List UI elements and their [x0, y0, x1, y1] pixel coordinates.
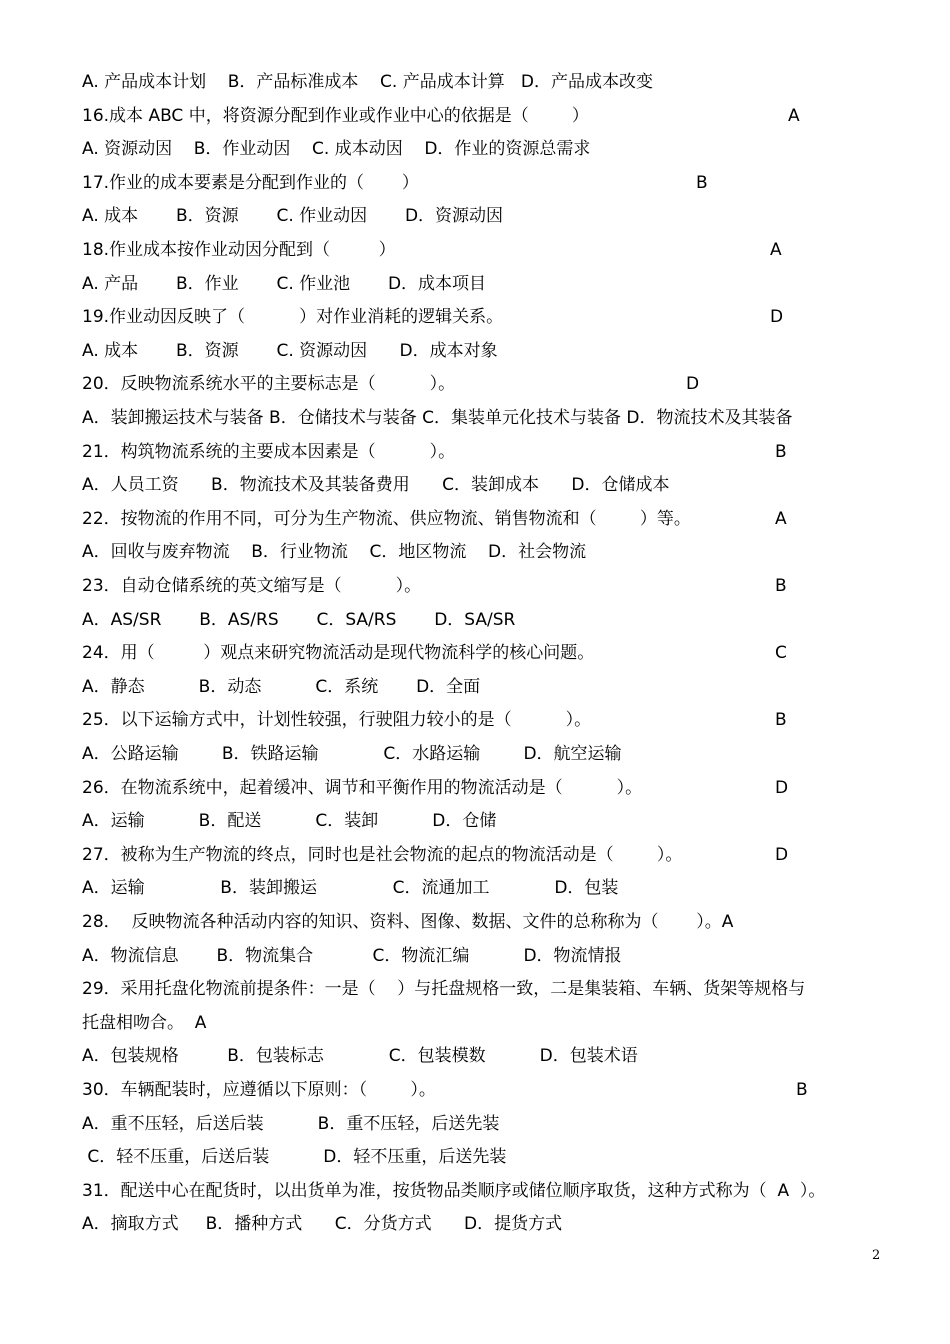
- text-line: 21．构筑物流系统的主要成本因素是（ ）。: [82, 441, 456, 462]
- text-line: 托盘相吻合。 A: [82, 1012, 207, 1033]
- text-line: A．公路运输 B．铁路运输 C．水路运输 D．航空运输: [82, 744, 622, 764]
- answer-key: A: [788, 105, 800, 126]
- text-line: 28． 反映物流各种活动内容的知识、资料、图像、数据、文件的总称称为（ ）。A: [82, 912, 734, 932]
- text-line: A．静态 B．动态 C．系统 D．全面: [82, 676, 481, 697]
- page-number: 2: [872, 1248, 881, 1263]
- text-line: 23．自动仓储系统的英文缩写是（ ）。: [82, 576, 422, 596]
- answer-key: B: [696, 172, 708, 193]
- text-line: 31．配送中心在配货时，以出货单为准，按货物品类顺序或储位顺序取货，这种方式称为（ A ）。: [82, 1180, 826, 1201]
- text-line: C．轻不压重，后送后装 D．轻不压重，后送先装: [82, 1147, 507, 1168]
- text-line: 27．被称为生产物流的终点，同时也是社会物流的起点的物流活动是（ ）。: [82, 844, 683, 865]
- text-line: 19.作业动因反映了（ ）对作业消耗的逻辑关系。: [82, 307, 504, 328]
- text-line: A. 成本 B．资源 C. 资源动因 D．成本对象: [82, 340, 498, 361]
- text-line: A．包装规格 B．包装标志 C．包装模数 D．包装术语: [82, 1046, 638, 1067]
- text-line: A．AS/SR B．AS/RS C．SA/RS D．SA/SR: [82, 609, 516, 630]
- text-line: 22．按物流的作用不同，可分为生产物流、供应物流、销售物流和（ ）等。: [82, 508, 691, 529]
- text-line: 29．采用托盘化物流前提条件：一是（ ）与托盘规格一致，二是集装箱、车辆、货架等规格与: [82, 979, 806, 1000]
- text-line: 16.成本 ABC 中，将资源分配到作业或作业中心的依据是（ ）: [82, 105, 589, 126]
- text-line: A．摘取方式 B．播种方式 C．分货方式 D．提货方式: [82, 1214, 563, 1235]
- answer-key: D: [775, 844, 789, 865]
- answer-key: D: [686, 374, 700, 395]
- text-line: A．人员工资 B．物流技术及其装备费用 C．装卸成本 D．仓储成本: [82, 475, 670, 496]
- answer-key: D: [775, 777, 789, 798]
- text-line: A. 产品成本计划 B．产品标准成本 C. 产品成本计算 D．产品成本改变: [82, 72, 654, 92]
- text-line: 24．用（ ）观点来研究物流活动是现代物流科学的核心问题。: [82, 643, 595, 664]
- text-line: A．物流信息 B．物流集合 C．物流汇编 D．物流情报: [82, 945, 622, 966]
- text-line: 30．车辆配装时，应遵循以下原则：（ ）。: [82, 1080, 436, 1100]
- text-line: 20．反映物流系统水平的主要标志是（ ）。: [82, 374, 456, 395]
- text-line: A．运输 B．装卸搬运 C．流通加工 D．包装: [82, 878, 619, 899]
- text-line: A．运输 B．配送 C．装卸 D．仓储: [82, 811, 497, 832]
- text-line: A．装卸搬运技术与装备 B．仓储技术与装备 C．集装单元化技术与装备 D．物流技术及其装备: [82, 408, 793, 428]
- text-line: 17.作业的成本要素是分配到作业的（ ）: [82, 172, 419, 193]
- answer-key: D: [770, 307, 784, 328]
- answer-key: C: [775, 643, 787, 664]
- answer-key: A: [770, 240, 782, 260]
- answer-key: B: [796, 1080, 808, 1100]
- text-line: 18.作业成本按作业动因分配到（ ）: [82, 240, 396, 260]
- answer-key: A: [775, 508, 787, 529]
- text-line: A. 产品 B．作业 C. 作业池 D．成本项目: [82, 273, 487, 294]
- text-line: A．重不压轻，后送后装 B．重不压轻，后送先装: [82, 1113, 500, 1134]
- text-line: A．回收与废弃物流 B．行业物流 C．地区物流 D．社会物流: [82, 542, 587, 563]
- answer-key: B: [775, 441, 787, 462]
- text-line: A. 资源动因 B．作业动因 C. 成本动因 D．作业的资源总需求: [82, 139, 591, 160]
- text-line: 26．在物流系统中，起着缓冲、调节和平衡作用的物流活动是（ ）。: [82, 777, 643, 798]
- text-line: A. 成本 B．资源 C. 作业动因 D．资源动因: [82, 206, 504, 227]
- answer-key: B: [775, 576, 787, 596]
- text-line: 25．以下运输方式中，计划性较强，行驶阻力较小的是（ ）。: [82, 710, 592, 731]
- answer-key: B: [775, 710, 787, 731]
